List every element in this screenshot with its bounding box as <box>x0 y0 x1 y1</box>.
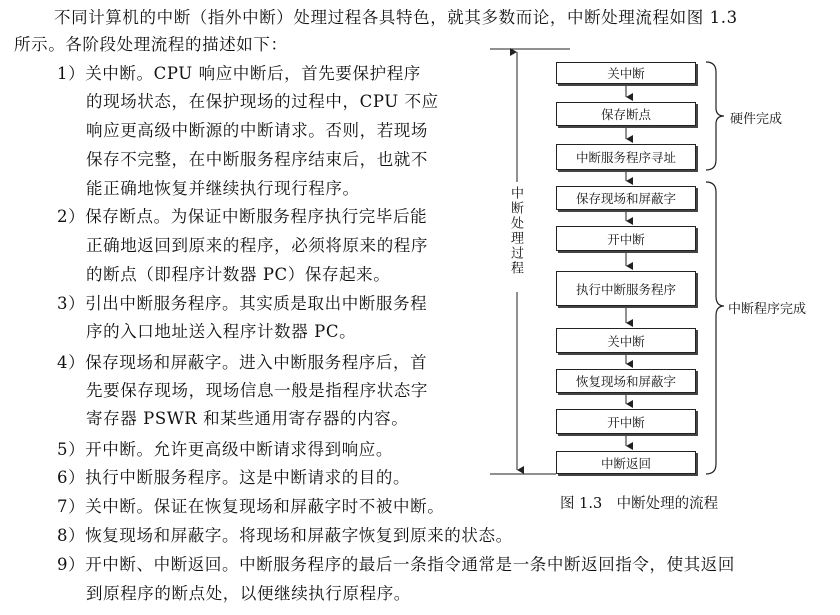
item-2-text: 为保证中断服务程序执行完毕后能 <box>170 207 428 226</box>
item-1-line-4: 保存不完整，在中断服务程序结束后，也就不 <box>86 150 428 169</box>
service-brace <box>706 182 724 474</box>
item-9-title: 开中断、中断返回。 <box>85 555 240 574</box>
item-5-number: 5） <box>57 440 86 459</box>
brace-label-service: 中断程序完成 <box>728 302 807 317</box>
step-isr-addressing: 中断服务程序寻址 <box>556 144 696 170</box>
item-4-text: 进入中断服务程序后，首 <box>239 353 428 372</box>
item-2-line-3: 的断点（即程序计数器 PC）保存起来。 <box>86 265 391 284</box>
item-8-text: 将现场和屏蔽字恢复到原来的状态。 <box>239 526 513 545</box>
item-1-line-5: 能正确地恢复并继续执行现行程序。 <box>86 179 360 198</box>
step-run-isr: 执行中断服务程序 <box>556 271 696 306</box>
item-1-title: 关中断。 <box>85 64 154 83</box>
step-enable-interrupt-2: 开中断 <box>556 409 696 434</box>
item-7-text: 保证在恢复现场和屏蔽字时不被中断。 <box>153 497 445 516</box>
step-save-breakpoint: 保存断点 <box>556 102 696 126</box>
item-6-number: 6） <box>57 468 86 487</box>
item-4-line-2: 先要保存现场，现场信息一般是指程序状态字 <box>86 381 428 400</box>
step-disable-interrupt-2: 关中断 <box>556 328 696 353</box>
item-2-title: 保存断点。 <box>85 207 171 226</box>
item-1-number: 1） <box>57 64 86 83</box>
item-3-line-2: 序的入口地址送入程序计数器 PC。 <box>86 322 357 341</box>
item-1-text: CPU 响应中断后，首先要保护程序 <box>153 64 421 83</box>
item-3-number: 3） <box>57 294 86 313</box>
item-4-line-3: 寄存器 PSWR 和某些通用寄存器的内容。 <box>86 409 409 428</box>
item-2-line-2: 正确地返回到原来的程序，必须将原来的程序 <box>86 236 428 255</box>
figure-caption: 图 1.3 中断处理的流程 <box>560 496 719 512</box>
hardware-brace <box>706 62 724 170</box>
step-enable-interrupt: 开中断 <box>556 226 696 251</box>
item-4-title: 保存现场和屏蔽字。 <box>85 353 240 372</box>
step-restore-context: 恢复现场和屏蔽字 <box>556 369 696 393</box>
step-interrupt-return: 中断返回 <box>556 451 696 474</box>
item-9-text: 中断服务程序的最后一条指令通常是一条中断返回指令，使其返回 <box>239 555 736 574</box>
item-5-title: 开中断。 <box>85 440 154 459</box>
step-save-context: 保存现场和屏蔽字 <box>556 186 696 210</box>
brace-label-hardware: 硬件完成 <box>730 112 783 127</box>
item-2-number: 2） <box>57 207 86 226</box>
item-3-title: 引出中断服务程序。 <box>85 294 240 313</box>
intro-line-1: 不同计算机的中断（指外中断）处理过程各具特色，就其多数而论，中断处理流程如图 1.3 <box>54 8 738 27</box>
step-disable-interrupt: 关中断 <box>556 62 696 84</box>
item-9-number: 9） <box>57 555 86 574</box>
item-8-title: 恢复现场和屏蔽字。 <box>85 526 240 545</box>
item-7-number: 7） <box>57 497 86 516</box>
item-6-text: 这是中断请求的目的。 <box>239 468 411 487</box>
process-vertical-label: 中断处理过程 <box>508 186 523 276</box>
item-3-text: 其实质是取出中断服务程 <box>239 294 428 313</box>
item-1-line-2: 的现场状态，在保护现场的过程中，CPU 不应 <box>86 92 439 111</box>
item-1-line-3: 响应更高级中断源的中断请求。否则，若现场 <box>86 121 428 140</box>
item-4-number: 4） <box>57 353 86 372</box>
item-8-number: 8） <box>57 526 86 545</box>
item-7-title: 关中断。 <box>85 497 154 516</box>
item-9-line-2: 到原程序的断点处，以便继续执行原程序。 <box>86 584 411 603</box>
intro-line-2: 所示。各阶段处理流程的描述如下： <box>14 35 288 54</box>
item-5-text: 允许更高级中断请求得到响应。 <box>153 440 394 459</box>
item-6-title: 执行中断服务程序。 <box>85 468 240 487</box>
